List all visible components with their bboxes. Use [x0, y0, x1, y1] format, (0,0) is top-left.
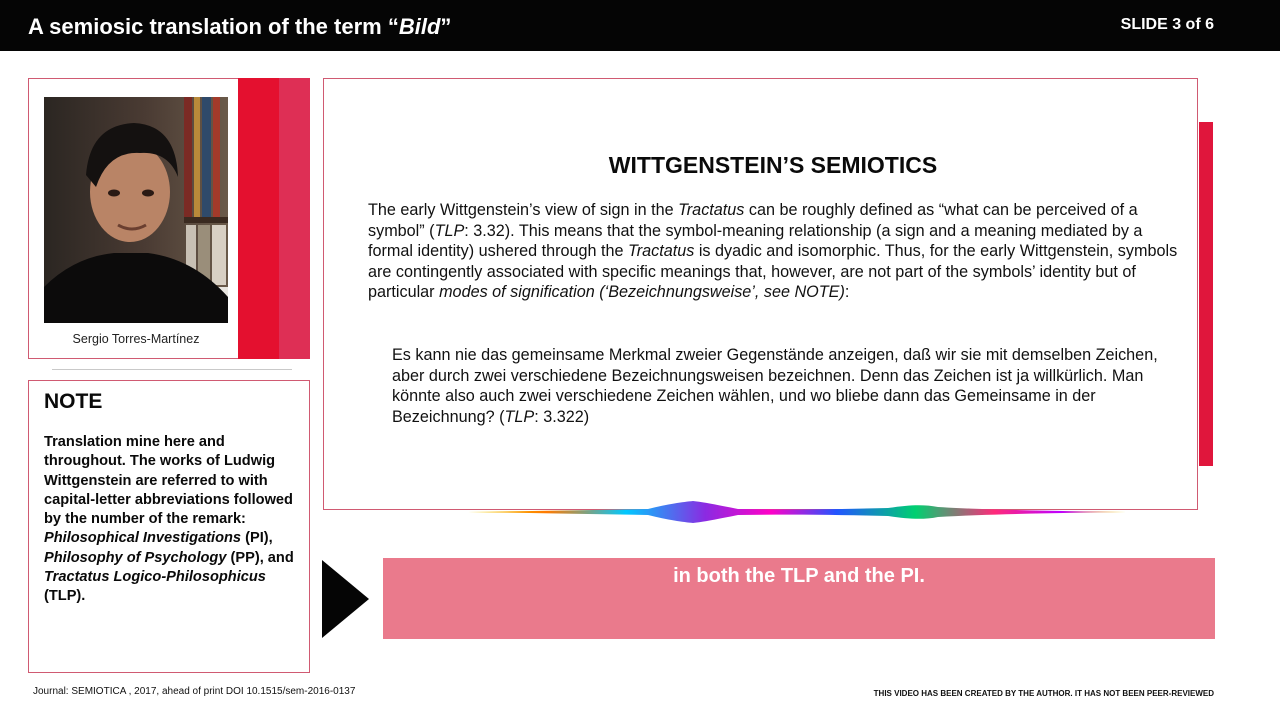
pi-title: Philosophical Investigations [44, 530, 242, 547]
section-heading: WITTGENSTEIN’S SEMIOTICS [608, 152, 938, 178]
author-photo [44, 97, 228, 323]
play-triangle-icon[interactable] [322, 560, 369, 638]
title-text: A semiosic translation of the term “ [28, 14, 399, 39]
title-italic-term: Bild [398, 14, 441, 39]
accent-stripe-red [238, 78, 279, 359]
disclaimer: THIS VIDEO HAS BEEN CREATED BY THE AUTHOR. IT HAS NOT BEEN PEER-REVIEWED [873, 689, 1214, 698]
note-text: Translation mine here and throughout. The works of Ludwig Wittgenstein are referred to with capital-letter abbreviations followed by the number of the remark: Philosophical Investigations (PI), Philosophy of Psychology (PP), and Tractatus Logico-Philosophicus (TLP). [44, 434, 294, 605]
pp-title: Philosophy of Psychology [44, 549, 227, 566]
divider [52, 369, 292, 370]
audio-waveform-icon [468, 500, 1126, 524]
tlp-title: Tractatus Logico-Philosophicus [44, 569, 266, 586]
title-closing-quote: ” [440, 14, 452, 39]
author-name: Sergio Torres-Martínez [72, 332, 200, 346]
block-quote: Es kann nie das gemeinsame Merkmal zweier Gegenstände anzeigen, daß wir sie mit demselben Zeichen, aber durch zwei verschiedene Bezeichnungsweisen bezeichnen. Denn das Zeichen ist ja willkürlich. Man könnte also auch zwei verschiedene Zeichen wählen, und wo bliebe dann das Gemeinsame in der Bezeichnung? (TLP: 3.322) [392, 346, 1158, 426]
slide-title [28, 14, 451, 40]
slide-indicator: SLIDE 3 of 6 [1120, 16, 1214, 33]
journal-reference: Journal: SEMIOTICA , 2017, ahead of print DOI 10.1515/sem-2016-0137 [33, 686, 356, 697]
header-bar [0, 0, 1280, 51]
accent-stripe-crimson [279, 78, 310, 359]
note-heading: NOTE [44, 390, 103, 413]
main-paragraph: The early Wittgenstein’s view of sign in the Tractatus can be roughly defined as “what can be perceived of a symbol” (TLP: 3.32). This means that the symbol-meaning relationship (a sign and a meaning mediated by a formal identity) ushered through the Tractatus is dyadic and isomorphic. Thus, for the early Wittgenstein, symbols are contingently associated with specific meanings that, however, are not part of the symbols’ identity but of particular modes of signification (‘Bezeichnungsweise’, see NOTE): [368, 201, 1178, 302]
subtitle-text: in both the TLP and the PI. [673, 565, 925, 587]
